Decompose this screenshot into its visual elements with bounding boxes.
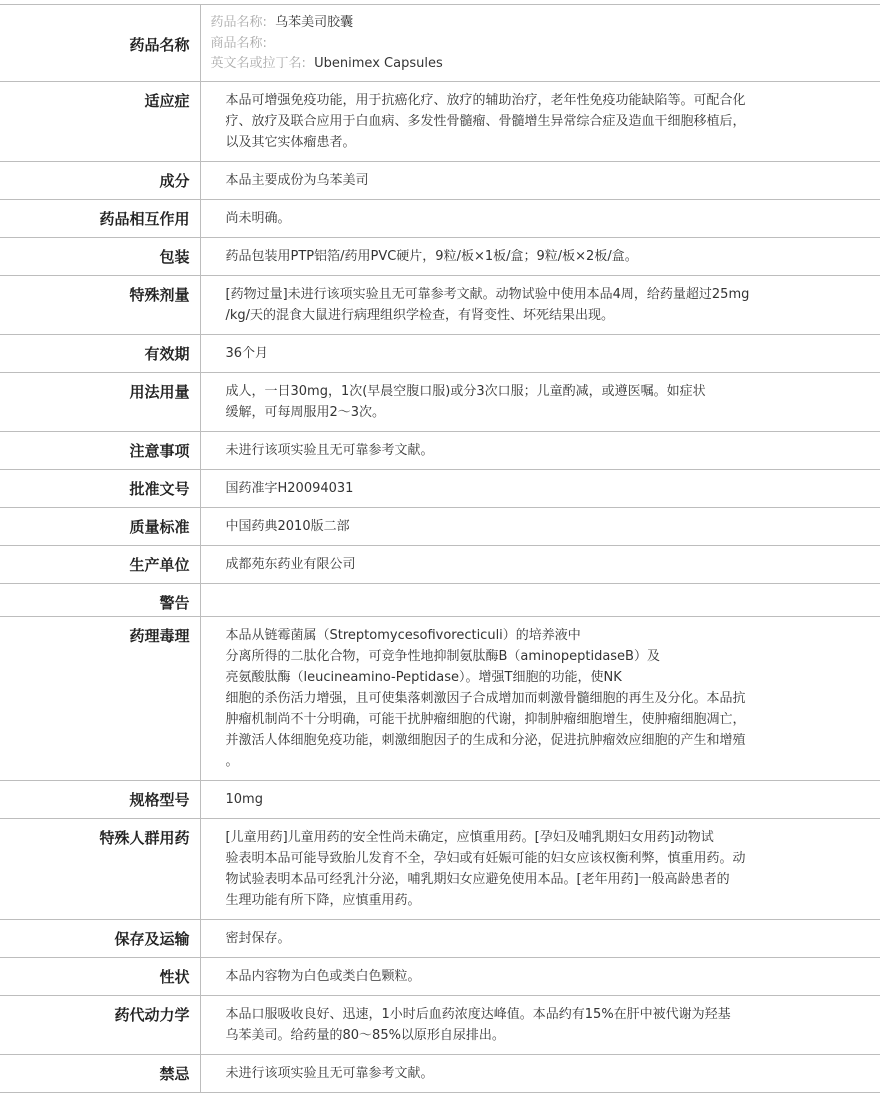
row-value	[200, 780, 880, 818]
drug-name-row	[0, 5, 880, 82]
row-value	[200, 616, 880, 780]
trade-name-label: 商品名称:	[210, 35, 267, 51]
info-row	[0, 469, 880, 507]
row-label: 批准文号	[0, 469, 200, 507]
value-line: 本品内容物为白色或类白色颗粒。	[225, 968, 421, 984]
value-line: 生理功能有所下降，应慎重用药。	[225, 892, 421, 908]
info-row	[0, 583, 880, 616]
info-row	[0, 161, 880, 199]
info-row	[0, 507, 880, 545]
value-line: 10mg	[225, 791, 263, 807]
info-row	[0, 545, 880, 583]
info-row	[0, 275, 880, 334]
row-label: 规格型号	[0, 780, 200, 818]
row-label: 特殊人群用药	[0, 818, 200, 919]
value-line: [药物过量]未进行该项实验且无可靠参考文献。动物试验中使用本品4周，给药量超过25mg	[225, 286, 750, 302]
value-line: 验表明本品可能导致胎儿发育不全，孕妇或有妊娠可能的妇女应该权衡利弊，慎重用药。动	[225, 850, 746, 866]
row-value	[200, 81, 880, 161]
row-label: 适应症	[0, 81, 200, 161]
value-line: 本品从链霉菌属（Streptomycesofivorecticuli）的培养液中	[225, 627, 581, 643]
row-value	[200, 161, 880, 199]
row-label: 药理毒理	[0, 616, 200, 780]
value-line: 药品包装用PTP铝箔/药用PVC硬片，9粒/板×1板/盒；9粒/板×2板/盒。	[225, 248, 638, 264]
row-value	[200, 334, 880, 372]
info-row	[0, 919, 880, 957]
row-label: 特殊剂量	[0, 275, 200, 334]
english-name-value: Ubenimex Capsules	[314, 56, 443, 71]
row-value	[200, 275, 880, 334]
info-row	[0, 616, 880, 780]
value-line: 。	[225, 753, 239, 769]
english-name-label: 英文名或拉丁名:	[210, 56, 306, 71]
drug-info-table	[0, 4, 880, 1093]
value-line: 疗、放疗及联合应用于白血病、多发性骨髓瘤、骨髓增生异常综合症及造血干细胞移植后，	[225, 113, 746, 129]
value-line: 未进行该项实验且无可靠参考文献。	[225, 1065, 434, 1081]
value-line: 成都苑东药业有限公司	[225, 556, 356, 572]
row-label: 质量标准	[0, 507, 200, 545]
row-label: 保存及运输	[0, 919, 200, 957]
row-value	[200, 919, 880, 957]
row-label: 禁忌	[0, 1054, 200, 1092]
row-value	[200, 199, 880, 237]
row-label: 药代动力学	[0, 995, 200, 1054]
value-line: 国药准字H20094031	[225, 480, 354, 496]
info-row	[0, 81, 880, 161]
value-line: 36个月	[225, 345, 269, 361]
value-line: 尚未明确。	[225, 210, 291, 226]
drug-info-body	[0, 5, 880, 1093]
row-label: 用法用量	[0, 372, 200, 431]
info-row	[0, 957, 880, 995]
info-row	[0, 995, 880, 1054]
row-label: 注意事项	[0, 431, 200, 469]
value-line: 乌苯美司。给药量的80～85%以原形自尿排出。	[225, 1027, 505, 1043]
english-name-line	[211, 54, 861, 75]
row-value	[200, 507, 880, 545]
value-line: 物试验表明本品可经乳汁分泌，哺乳期妇女应避免使用本品。[老年用药]一般高龄患者的	[225, 871, 730, 887]
generic-name-value: 乌苯美司胶囊	[275, 15, 354, 30]
row-value	[200, 469, 880, 507]
info-row	[0, 818, 880, 919]
value-line: 未进行该项实验且无可靠参考文献。	[225, 442, 434, 458]
row-value	[200, 431, 880, 469]
row-label: 成分	[0, 161, 200, 199]
value-line: /kg/天的混食大鼠进行病理组织学检查，有肾变性、坏死结果出现。	[225, 307, 615, 323]
row-label: 有效期	[0, 334, 200, 372]
value-line: 并激活人体细胞免疫功能，刺激细胞因子的生成和分泌，促进抗肿瘤效应细胞的产生和增殖	[225, 732, 746, 748]
row-label: 包装	[0, 237, 200, 275]
empty-value	[226, 592, 791, 608]
drug-name-label: 药品名称	[0, 5, 200, 82]
row-value	[200, 372, 880, 431]
value-line: 亮氨酸肽酶（leucineamino-Peptidase）。增强T细胞的功能，使NK	[225, 669, 622, 685]
value-line: 本品口服吸收良好、迅速，1小时后血药浓度达峰值。本品约有15%在肝中被代谢为羟基	[225, 1006, 731, 1022]
info-row	[0, 780, 880, 818]
info-row	[0, 372, 880, 431]
generic-name-label: 药品名称:	[210, 15, 267, 30]
info-row	[0, 199, 880, 237]
row-value	[200, 1054, 880, 1092]
value-line: 本品主要成份为乌苯美司	[225, 172, 369, 188]
row-label: 生产单位	[0, 545, 200, 583]
drug-name-values	[200, 5, 880, 82]
value-line: 缓解，可每周服用2～3次。	[225, 404, 386, 420]
row-label: 药品相互作用	[0, 199, 200, 237]
info-row	[0, 1054, 880, 1092]
row-label: 性状	[0, 957, 200, 995]
row-value	[200, 995, 880, 1054]
value-line: 密封保存。	[225, 930, 291, 946]
value-line: 细胞的杀伤活力增强，且可使集落刺激因子合成增加而刺激骨髓细胞的再生及分化。本品抗	[225, 690, 746, 706]
value-line: 中国药典2010版二部	[225, 518, 350, 534]
info-row	[0, 237, 880, 275]
value-line: 肿瘤机制尚不十分明确，可能干扰肿瘤细胞的代谢，抑制肿瘤细胞增生，使肿瘤细胞凋亡，	[225, 711, 746, 727]
row-value	[200, 545, 880, 583]
row-value	[200, 237, 880, 275]
info-row	[0, 334, 880, 372]
value-line: 成人，一日30mg，1次(早晨空腹口服)或分3次口服；儿童酌减，或遵医嘱。如症状	[225, 383, 706, 399]
row-value	[200, 957, 880, 995]
row-label: 警告	[0, 583, 200, 616]
row-value	[200, 583, 880, 616]
value-line: 本品可增强免疫功能，用于抗癌化疗、放疗的辅助治疗，老年性免疫功能缺陷等。可配合化	[225, 92, 746, 108]
generic-name-line	[211, 13, 861, 34]
info-row	[0, 431, 880, 469]
value-line: 以及其它实体瘤患者。	[225, 134, 356, 150]
row-value	[200, 818, 880, 919]
trade-name-line	[211, 34, 861, 55]
value-line: 分离所得的二肽化合物，可竞争性地抑制氨肽酶B（aminopeptidaseB）及	[225, 648, 660, 664]
value-line: [儿童用药]儿童用药的安全性尚未确定，应慎重用药。[孕妇及哺乳期妇女用药]动物试	[225, 829, 714, 845]
